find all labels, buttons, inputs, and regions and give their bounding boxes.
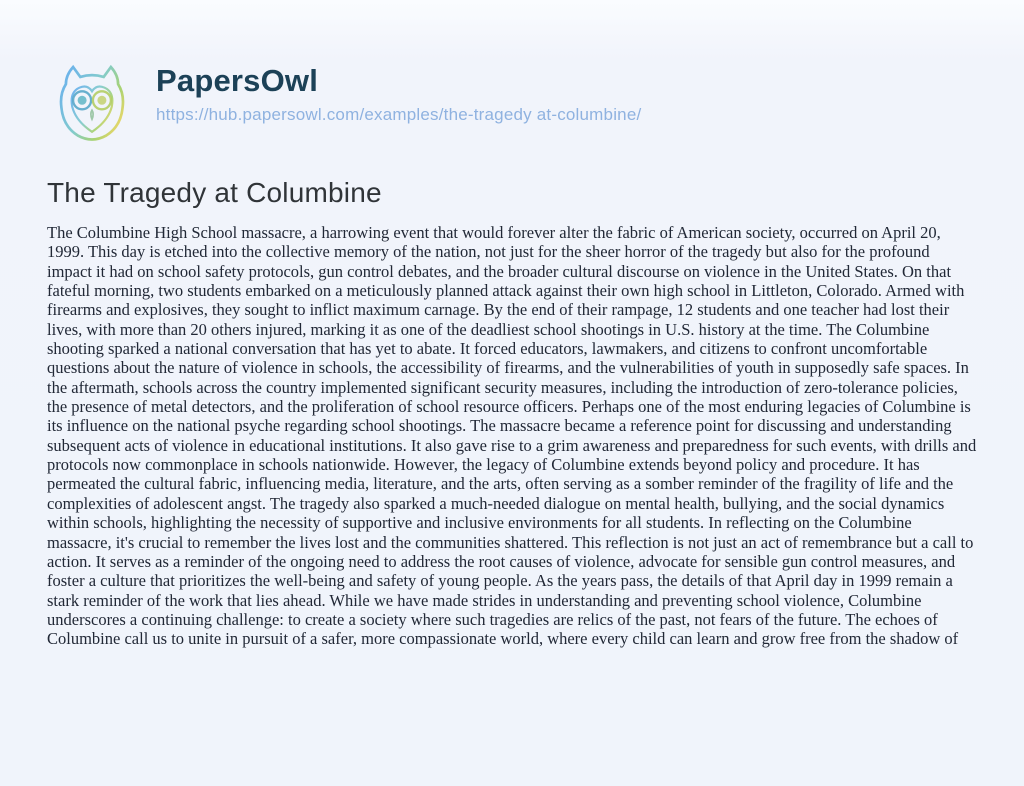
essay-title: The Tragedy at Columbine	[47, 177, 382, 208]
source-url-link[interactable]: https://hub.papersowl.com/examples/the-tragedy at-columbine/	[156, 105, 642, 125]
header-text-block	[156, 56, 641, 125]
papersowl-owl-logo-icon[interactable]	[47, 56, 137, 150]
site-header	[47, 56, 978, 150]
essay-body-text: The Columbine High School massacre, a harrowing event that would forever alter the fabric of American society, occurred on April 20, 1999. This day is etched into the collective memory of the nation, not just for the sheer horror of the tragedy but also for the profound impact it had on school safety protocols, gun control debates, and the broader cultural discourse on violence in the United States. On that fateful morning, two students embarked on a meticulously planned attack against their own high school in Littleton, Colorado. Armed with firearms and explosives, they sought to inflict maximum carnage. By the end of their rampage, 12 students and one teacher had lost their lives, with more than 20 others injured, marking it as one of the deadliest school shootings in U.S. history at the time. The Columbine shooting sparked a national conversation that has yet to abate. It forced educators, lawmakers, and citizens to confront uncomfortable questions about the nature of violence in schools, the accessibility of firearms, and the vulnerabilities of youth in supposedly safe spaces. In the aftermath, schools across the country implemented significant security measures, including the introduction of zero-tolerance policies, the presence of metal detectors, and the proliferation of school resource officers. Perhaps one of the most enduring legacies of Columbine is its influence on the national psyche regarding school shootings. The massacre became a reference point for discussing and understanding subsequent acts of violence in educational institutions. It also gave rise to a grim awareness and preparedness for such events, with drills and protocols now commonplace in schools nationwide. However, the legacy of Columbine extends beyond policy and procedure. It has permeated the cultural fabric, influencing media, literature, and the arts, often serving as a somber reminder of the fragility of life and the complexities of adolescent angst. The tragedy also sparked a much-needed dialogue on mental health, bullying, and the social dynamics within schools, highlighting the necessity of supportive and inclusive environments for all students. In reflecting on the Columbine massacre, it's crucial to remember the lives lost and the communities shattered. This reflection is not just an act of remembrance but a call to action. It serves as a reminder of the ongoing need to address the root causes of violence, advocate for sensible gun control measures, and foster a culture that prioritizes the well-being and safety of young people. As the years pass, the details of that April day in 1999 remain a stark reminder of the work that lies ahead. While we have made strides in understanding and preventing school violence, Columbine underscores a continuing challenge: to create a society where such tragedies are relics of the past, not fears of the future. The echoes of Columbine call us to unite in pursuit of a safer, more compassionate world, where every child can learn and grow free from the shadow of	[47, 223, 977, 649]
brand-name: PapersOwl	[156, 63, 319, 98]
